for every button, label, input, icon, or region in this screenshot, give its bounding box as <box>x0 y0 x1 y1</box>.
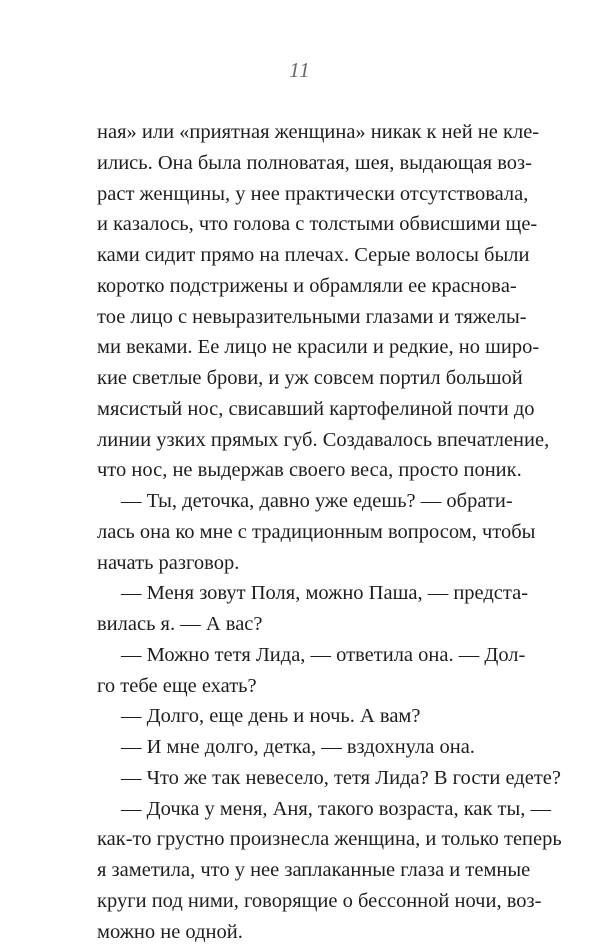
text-line: коротко подстрижены и обрамляли ее красновa- <box>97 271 503 302</box>
text-line: и казалось, что голова с толстыми обвисшими ще- <box>97 209 503 240</box>
dialogue-line: — Долго, еще день и ночь. А вам? <box>97 701 503 732</box>
text-line: вилась я. — А вас? <box>97 609 503 640</box>
text-line: кие светлые брови, и уж совсем портил большой <box>97 363 503 394</box>
text-line: мясистый нос, свисавший картофелиной почти до <box>97 394 503 425</box>
text-line: что нос, не выдержав своего веса, просто поник. <box>97 455 503 486</box>
text-line: начать разговор. <box>97 548 503 579</box>
body-text <box>97 117 503 947</box>
text-line: ми веками. Ее лицо не красили и редкие, но широ- <box>97 332 503 363</box>
text-line: я заметила, что у нее заплаканные глаза и темные <box>97 855 503 886</box>
dialogue-line: — Дочка у меня, Аня, такого возраста, как ты, — <box>97 794 503 825</box>
text-line: ная» или «приятная женщина» никак к ней не кле- <box>97 117 503 148</box>
text-line: тое лицо с невыразительными глазами и тяжелы- <box>97 302 503 333</box>
dialogue-line: — Меня зовут Поля, можно Паша, — предста- <box>97 578 503 609</box>
text-line: можно не одной. <box>97 917 503 947</box>
dialogue-line: — И мне долго, детка, — вздохнула она. <box>97 732 503 763</box>
text-line: раст женщины, у нее практически отсутствовала, <box>97 179 503 210</box>
dialogue-line: — Ты, деточка, давно уже едешь? — обрати- <box>97 486 503 517</box>
text-line: линии узких прямых губ. Создавалось впечатление, <box>97 425 503 456</box>
text-line: ками сидит прямо на плечах. Серые волосы были <box>97 240 503 271</box>
dialogue-line: — Можно тетя Лида, — ответила она. — Дол- <box>97 640 503 671</box>
page-number: 11 <box>0 58 600 83</box>
text-line: го тебе еще ехать? <box>97 671 503 702</box>
text-line: лась она ко мне с традиционным вопросом, чтобы <box>97 517 503 548</box>
text-line: ились. Она была полноватая, шея, выдающая воз- <box>97 148 503 179</box>
text-line: круги под ними, говорящие о бессонной ночи, воз- <box>97 886 503 917</box>
text-line: как-то грустно произнесла женщина, и только теперь <box>97 824 503 855</box>
dialogue-line: — Что же так невесело, тетя Лида? В гости едете? <box>97 763 503 794</box>
